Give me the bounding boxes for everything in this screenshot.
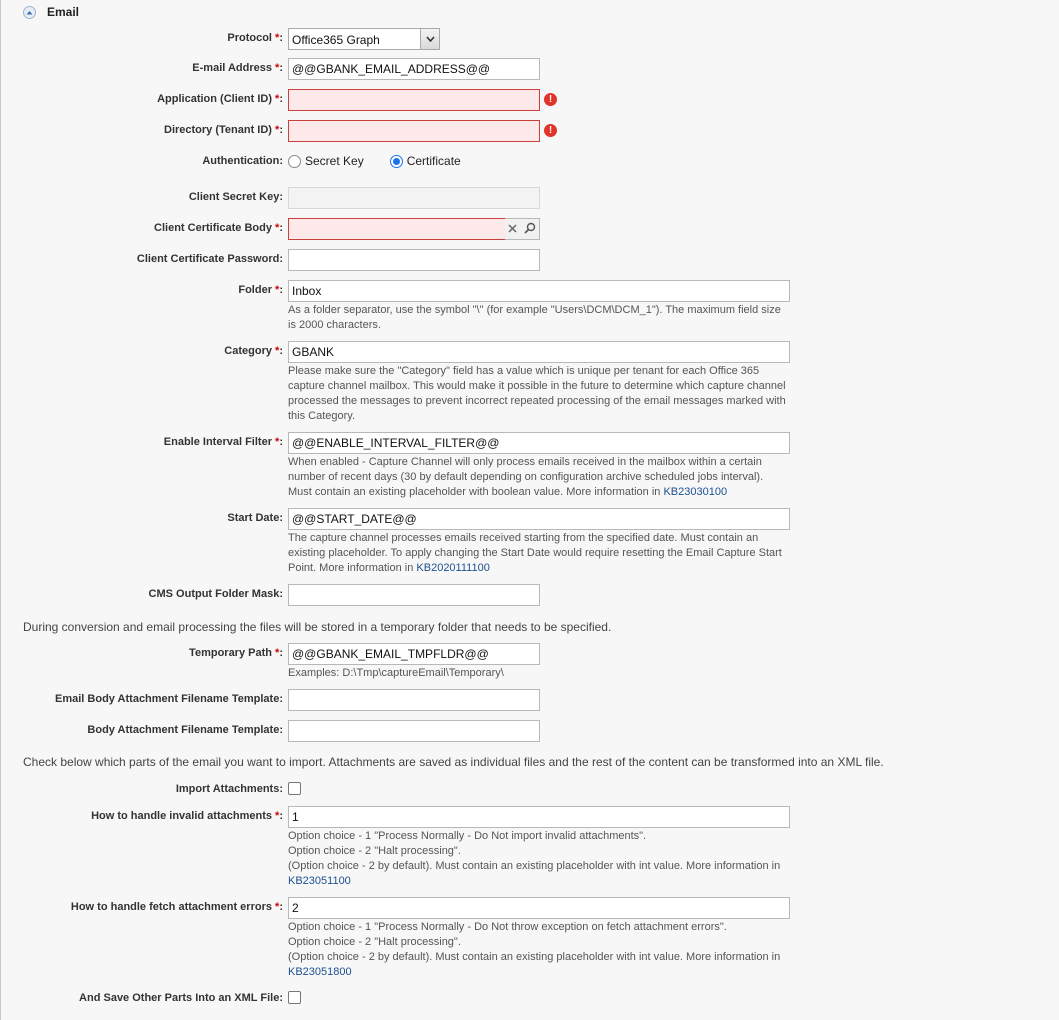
client-id-label: Application (Client ID) *: xyxy=(157,93,283,105)
category-label: Category *: xyxy=(224,345,283,357)
temp-folder-note: During conversion and email processing the files will be stored in a temporary folder that needs to be specified. xyxy=(23,620,612,634)
body-template-row xyxy=(1,720,1059,742)
kb-link[interactable]: KB23051800 xyxy=(288,966,352,978)
email-body-template-row xyxy=(1,689,1059,711)
certificate-radio[interactable] xyxy=(390,155,403,168)
import-attachments-label: Import Attachments: xyxy=(175,783,283,795)
kb-link[interactable]: KB2020111100 xyxy=(416,562,490,574)
temp-path-hint: Examples: D:\Tmp\captureEmail\Temporary\ xyxy=(288,667,504,679)
hint-line: Option choice - 1 "Process Normally - Do Not import invalid attachments". xyxy=(288,830,647,842)
clear-icon[interactable] xyxy=(508,222,517,236)
category-field[interactable] xyxy=(288,341,790,363)
authentication-label: Authentication: xyxy=(202,155,283,167)
save-xml-label: And Save Other Parts Into an XML File: xyxy=(79,992,283,1004)
authentication-row xyxy=(1,151,1059,173)
secret-key-radio-label[interactable]: Secret Key xyxy=(305,154,364,168)
start-date-field[interactable] xyxy=(288,508,790,530)
body-template-field[interactable] xyxy=(288,720,540,742)
cms-mask-field[interactable] xyxy=(288,584,540,606)
folder-field[interactable] xyxy=(288,280,790,302)
invalid-attachments-hint xyxy=(288,829,790,889)
category-row xyxy=(1,341,1059,363)
email-row xyxy=(1,58,1059,80)
section-title: Email xyxy=(47,5,80,19)
hint-line: Option choice - 2 "Halt processing". xyxy=(288,845,461,857)
cert-password-label: Client Certificate Password: xyxy=(136,253,283,265)
cert-body-label: Client Certificate Body *: xyxy=(154,222,283,234)
protocol-label: Protocol *: xyxy=(227,32,283,44)
cert-password-row xyxy=(1,249,1059,271)
email-label: E-mail Address *: xyxy=(192,62,283,74)
hint-line: (Option choice - 2 by default). Must contain an existing placeholder with int value. More information in KB23051100 xyxy=(288,860,781,887)
secret-key-radio[interactable] xyxy=(288,155,301,168)
import-parts-note: Check below which parts of the email you want to import. Attachments are saved as individual files and the rest of the content can be transformed into an XML file. xyxy=(23,755,884,769)
start-date-hint: The capture channel processes emails received starting from the specified date. Must contain an existing placeholder. To apply changing the Start Date would require resetting the Email Capture Start Point. More information in KB2020111100 xyxy=(288,532,782,574)
temp-path-field[interactable] xyxy=(288,643,540,665)
cert-password-field[interactable] xyxy=(288,249,540,271)
interval-filter-hint: When enabled - Capture Channel will only process emails received in the mailbox within a certain number of recent days (30 by default depending on configuration archive scheduled jobs interval). Must contain an existing placeholder with boolean value. More information in KB23030100 xyxy=(288,456,764,498)
invalid-attachments-row xyxy=(1,806,1059,828)
save-xml-checkbox[interactable] xyxy=(288,991,301,1004)
fetch-errors-label: How to handle fetch attachment errors *: xyxy=(70,901,283,913)
search-icon[interactable] xyxy=(524,222,536,237)
certificate-radio-label[interactable]: Certificate xyxy=(406,154,461,168)
collapse-arrow-icon[interactable] xyxy=(23,6,36,19)
protocol-selected-value: Office365 Graph xyxy=(292,33,380,47)
tenant-id-row xyxy=(1,120,1059,142)
interval-filter-row xyxy=(1,432,1059,454)
chevron-down-icon[interactable] xyxy=(420,29,439,49)
body-template-label: Body Attachment Filename Template: xyxy=(87,724,283,736)
client-id-row xyxy=(1,89,1059,111)
email-field[interactable] xyxy=(288,58,540,80)
protocol-row xyxy=(1,28,1059,50)
secret-key-row xyxy=(1,187,1059,209)
hint-line: (Option choice - 2 by default). Must contain an existing placeholder with int value. More information in KB23051800 xyxy=(288,951,781,978)
kb-link[interactable]: KB23051100 xyxy=(288,875,351,887)
folder-hint: As a folder separator, use the symbol "\" (for example "Users\DCM\DCM_1"). The maximum field size is 2000 characters. xyxy=(288,304,781,331)
cms-mask-row xyxy=(1,584,1059,606)
temp-path-label: Temporary Path *: xyxy=(189,647,283,659)
interval-filter-field[interactable] xyxy=(288,432,790,454)
section-header[interactable] xyxy=(23,4,79,20)
authentication-options xyxy=(288,154,487,168)
error-icon: ! xyxy=(544,124,557,137)
cms-mask-label: CMS Output Folder Mask: xyxy=(148,588,283,600)
fetch-errors-field[interactable] xyxy=(288,897,790,919)
start-date-label: Start Date: xyxy=(227,512,283,524)
error-icon: ! xyxy=(544,93,557,106)
interval-filter-label: Enable Interval Filter *: xyxy=(163,436,283,448)
secret-key-label: Client Secret Key: xyxy=(188,191,283,203)
import-attachments-row xyxy=(1,779,1059,801)
hint-line: Option choice - 2 "Halt processing". xyxy=(288,936,461,948)
folder-row xyxy=(1,280,1059,302)
folder-label: Folder *: xyxy=(238,284,283,296)
secret-key-field xyxy=(288,187,540,209)
tenant-id-label: Directory (Tenant ID) *: xyxy=(164,124,283,136)
email-body-template-field[interactable] xyxy=(288,689,540,711)
email-body-template-label: Email Body Attachment Filename Template: xyxy=(55,693,283,705)
hint-line: Option choice - 1 "Process Normally - Do Not throw exception on fetch attachment errors". xyxy=(288,921,727,933)
fetch-errors-hint xyxy=(288,920,790,980)
save-xml-row xyxy=(1,988,1059,1010)
invalid-attachments-field[interactable] xyxy=(288,806,790,828)
fetch-errors-row xyxy=(1,897,1059,919)
import-attachments-checkbox[interactable] xyxy=(288,782,301,795)
tenant-id-field[interactable] xyxy=(288,120,540,142)
protocol-select[interactable] xyxy=(288,28,440,50)
invalid-attachments-label: How to handle invalid attachments *: xyxy=(91,810,283,822)
start-date-row xyxy=(1,508,1059,530)
kb-link[interactable]: KB23030100 xyxy=(663,486,728,498)
cert-body-row xyxy=(1,218,1059,240)
cert-body-actions xyxy=(505,218,540,240)
client-id-field[interactable] xyxy=(288,89,540,111)
temp-path-row xyxy=(1,643,1059,665)
category-hint: Please make sure the "Category" field has a value which is unique per tenant for each Office 365 capture channel mailbox. This would make it possible in the future to determine which capture channel processed the messages to prevent incorrect repeated processing of the email messages marked with this Category. xyxy=(288,365,786,422)
cert-body-field[interactable] xyxy=(288,218,506,240)
